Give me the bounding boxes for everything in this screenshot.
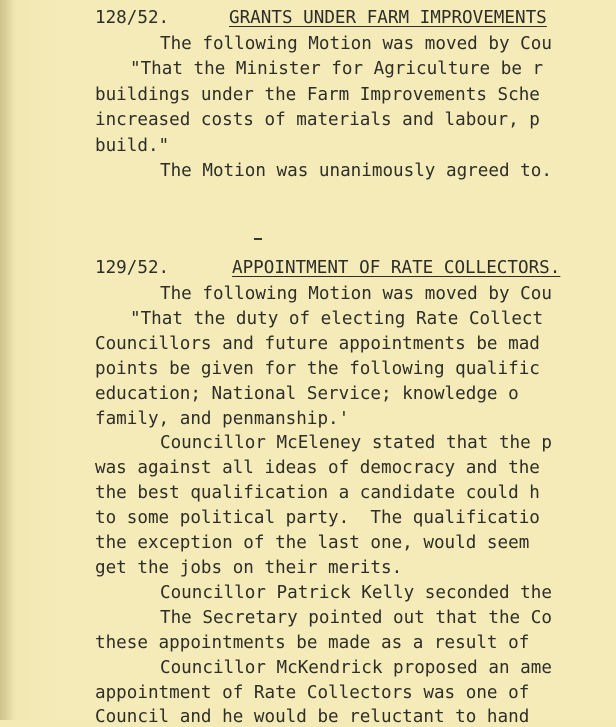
text-line: Councillor McEleney stated that the p [160,433,552,453]
text-line: appointment of Rate Collectors was one of [95,683,530,703]
text-line: Councillors and future appointments be mad [95,334,540,354]
text-line: The Motion was unanimously agreed to. [160,161,552,181]
section-number: 128/52. [95,8,170,28]
text-line: build." [95,136,170,156]
stray-mark [254,238,262,240]
section-title: GRANTS UNDER FARM IMPROVEMENTS [229,8,547,28]
text-line: family, and penmanship.' [95,409,350,429]
text-line: Councillor Patrick Kelly seconded the [160,583,552,603]
text-line: "That the duty of electing Rate Collect [130,309,544,329]
text-line: The Secretary pointed out that the Co [160,608,552,628]
section-number: 129/52. [95,258,170,278]
text-line: buildings under the Farm Improvements Sche [95,85,540,105]
text-line: "That the Minister for Agriculture be r [130,59,544,79]
text-line: Councillor McKendrick proposed an ame [160,658,552,678]
text-line: increased costs of materials and labour, p [95,110,540,130]
text-line: the best qualification a candidate could h [95,483,540,503]
text-line: these appointments be made as a result of [95,633,530,653]
text-line: was against all ideas of democracy and the [95,458,540,478]
text-line: to some political party. The qualificatio [95,508,540,528]
text-line: The following Motion was moved by Cou [160,284,552,304]
text-line: The following Motion was moved by Cou [160,34,552,54]
page-binding-shadow [0,0,14,720]
text-line: get the jobs on their merits. [95,558,403,578]
text-line: the exception of the last one, would seem [95,533,530,553]
text-line: Council and he would be reluctant to hand [95,707,530,727]
text-line: points be given for the following qualific [95,359,540,379]
text-line: education; National Service; knowledge o [95,384,519,404]
section-title: APPOINTMENT OF RATE COLLECTORS. [232,258,561,278]
